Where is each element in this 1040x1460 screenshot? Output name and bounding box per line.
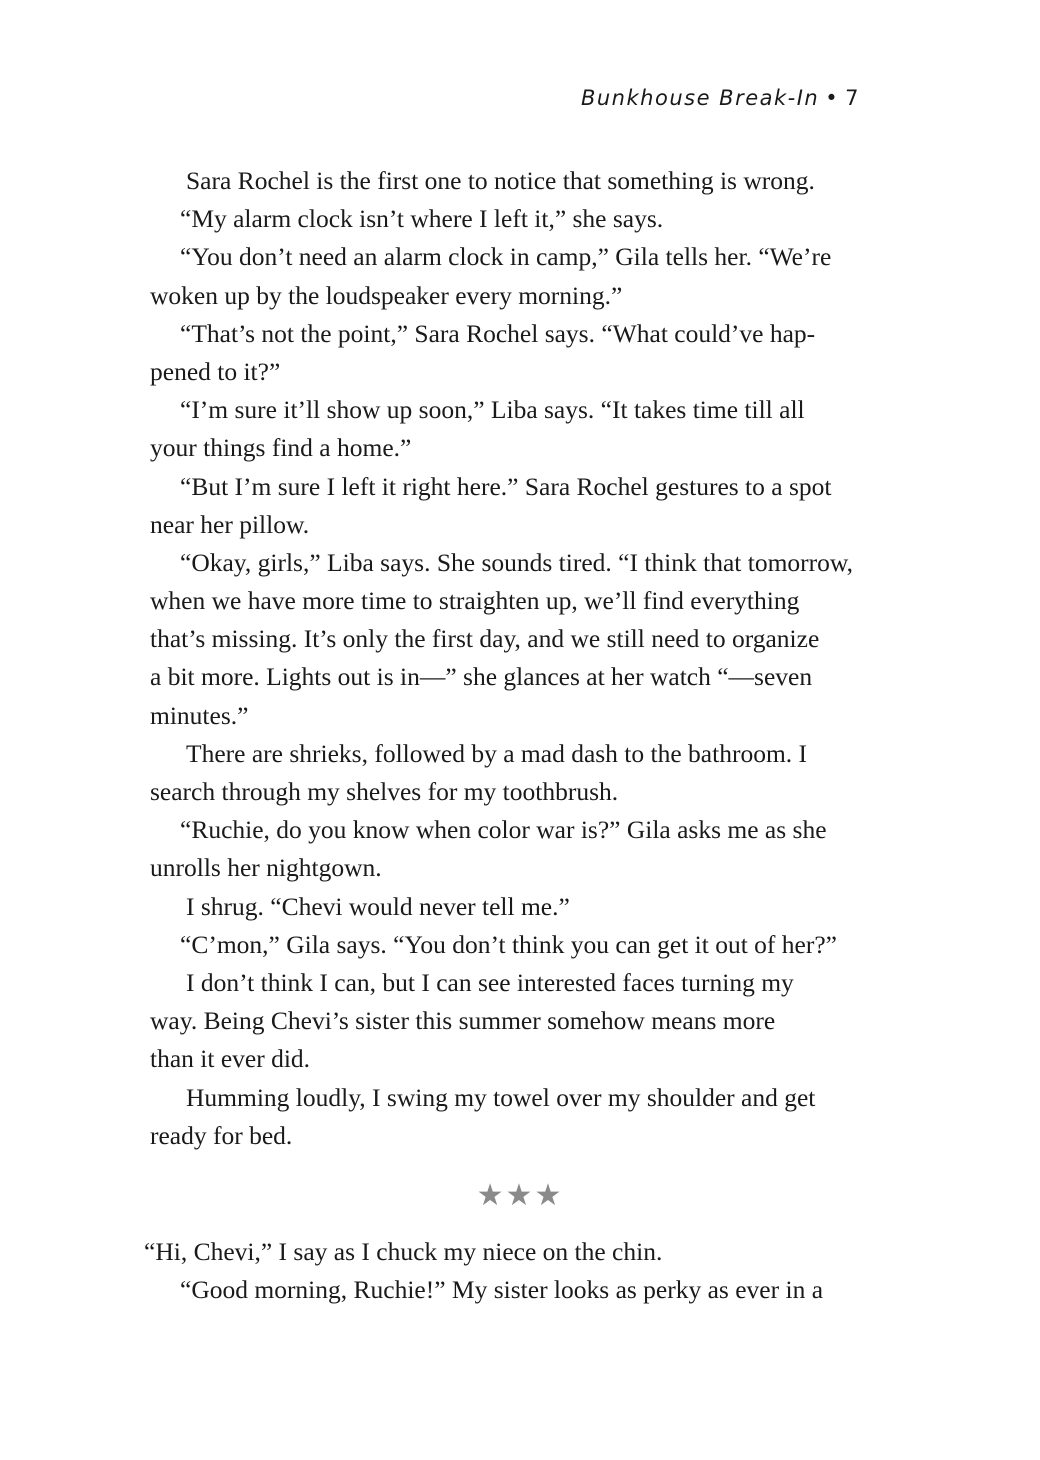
text-line: “That’s not the point,” Sara Rochel says. “What could’ve hap-	[180, 318, 816, 348]
text-line: “I’m sure it’ll show up soon,” Liba says. “It takes time till all	[180, 395, 805, 425]
text-line: a bit more. Lights out is in—” she glances at her watch “—seven	[150, 662, 813, 692]
body-text-section-1	[150, 162, 862, 1155]
running-head-separator: •	[825, 86, 840, 110]
text-line: “My alarm clock isn’t where I left it,” she says.	[180, 204, 664, 234]
text-line: “But I’m sure I left it right here.” Sara Rochel gestures to a spot	[180, 471, 832, 501]
text-line: “Okay, girls,” Liba says. She sounds tired. “I think that tomorrow,	[180, 547, 854, 577]
page-number: 7	[845, 86, 860, 110]
text-line: search through my shelves for my toothbrush.	[150, 777, 619, 806]
text-line: “Good morning, Ruchie!” My sister looks as perky as ever in a	[180, 1275, 824, 1305]
text-line: way. Being Chevi’s sister this summer somehow means more	[150, 1006, 776, 1036]
running-head	[581, 86, 860, 110]
text-line: near her pillow.	[150, 509, 310, 539]
text-line: There are shrieks, followed by a mad dash to the bathroom. I	[186, 738, 808, 768]
text-line: minutes.”	[150, 700, 249, 730]
text-line: ready for bed.	[150, 1120, 293, 1150]
text-line: pened to it?”	[150, 356, 281, 386]
text-line: “You don’t need an alarm clock in camp,” Gila tells her. “We’re	[180, 242, 832, 272]
text-line: that’s missing. It’s only the first day, and we still need to organize	[150, 624, 820, 654]
text-line: “Hi, Chevi,” I say as I chuck my niece on the chin.	[144, 1237, 663, 1266]
text-line: unrolls her nightgown.	[150, 853, 382, 883]
running-head-title: Bunkhouse Break-In	[580, 86, 820, 110]
section-break-stars: ★★★	[476, 1178, 564, 1213]
text-line: Humming loudly, I swing my towel over my shoulder and get	[186, 1082, 816, 1112]
text-line: than it ever did.	[150, 1044, 311, 1074]
body-text-section-2	[144, 1233, 862, 1309]
text-line: woken up by the loudspeaker every morning.”	[150, 280, 623, 310]
text-line: I don’t think I can, but I can see interested faces turning my	[186, 967, 794, 997]
text-line: “C’mon,” Gila says. “You don’t think you can get it out of her?”	[180, 929, 837, 959]
text-line: your things find a home.”	[150, 433, 412, 463]
text-line: when we have more time to straighten up, we’ll find everything	[150, 586, 800, 616]
text-line: Sara Rochel is the first one to notice that something is wrong.	[186, 166, 815, 195]
text-line: “Ruchie, do you know when color war is?” Gila asks me as she	[180, 815, 827, 845]
text-line: I shrug. “Chevi would never tell me.”	[186, 891, 570, 921]
